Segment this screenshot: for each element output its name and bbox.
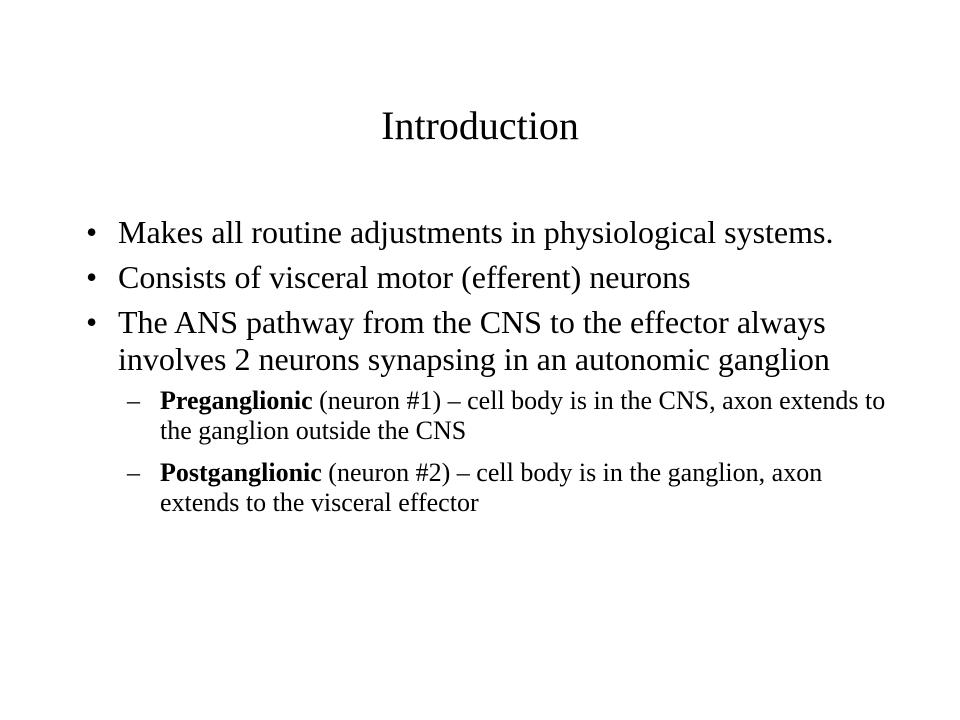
sub-bullet-item-1 [127,386,898,446]
sub-bullet-text [160,458,898,518]
bullet-marker: • [86,259,98,295]
sub-bullet-item-2 [127,458,898,518]
slide-title: Introduction [381,103,579,148]
sub-bullet-text [160,386,898,446]
sub-bullet-term: Postganglionic [160,458,322,487]
sub-bullet-desc: (neuron #2) – cell body is in the ganglion, axon extends to the visceral effector [160,458,823,517]
dash-marker: – [127,386,140,415]
bullet-text: The ANS pathway from the CNS to the effector always involves 2 neurons synapsing in an autonomic ganglion [118,304,830,377]
bullet-item-1 [86,214,898,251]
sub-bullet-term: Preganglionic [160,386,313,415]
sub-bullet-desc: (neuron #1) – cell body is in the CNS, axon extends to the ganglion outside the CNS [160,386,886,445]
bullet-item-2 [86,259,898,296]
bullet-text: Consists of visceral motor (efferent) neurons [118,259,691,295]
bullet-marker: • [86,214,98,250]
bullet-text: Makes all routine adjustments in physiological systems. [118,214,834,250]
bullet-list [86,214,898,530]
bullet-item-3 [86,304,898,378]
bullet-marker: • [86,304,98,340]
dash-marker: – [127,458,140,487]
